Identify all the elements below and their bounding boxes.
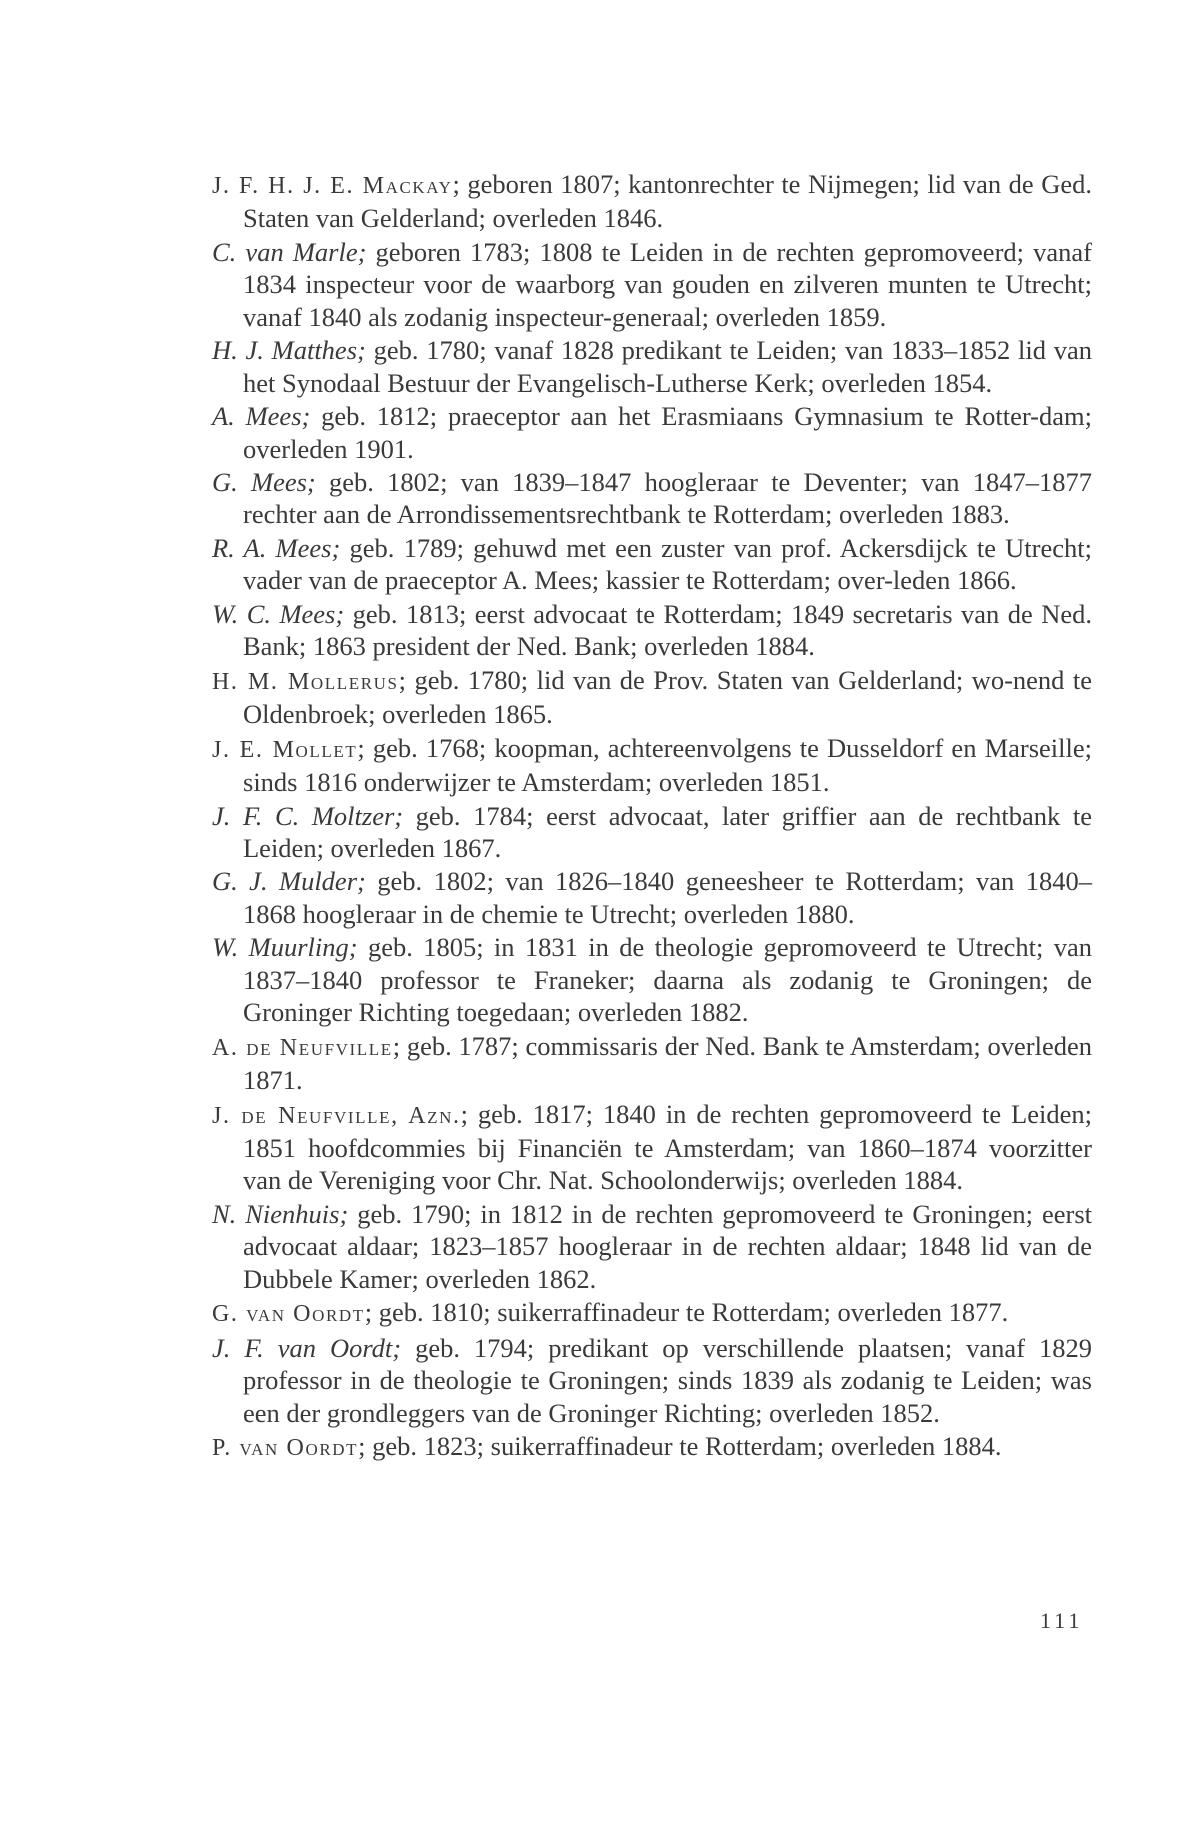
biography-entry: [212, 1198, 1092, 1295]
biography-entry: [212, 1030, 1092, 1097]
person-name: A. de Neufville: [212, 1034, 393, 1061]
page-number: 111: [1040, 1608, 1084, 1633]
person-name: G. van Oordt: [212, 1301, 365, 1328]
biography-text: ; geb. 1768; koopman, achtereenvolgens te Dusseldorf en Marseille; sinds 1816 onderwijzer te Amsterdam; overleden 1851.: [243, 732, 1093, 798]
biography-text: ; geb. 1780; lid van de Prov. Staten van Gelderland; wo-nend te Oldenbroek; overleden 1865.: [243, 664, 1093, 730]
person-name: N. Nienhuis;: [212, 1198, 349, 1229]
biography-entry: [212, 931, 1092, 1028]
biography-text: geb. 1802; van 1839–1847 hoogleraar te Deventer; van 1847–1877 rechter aan de Arrondissementsrechtbank te Rotterdam; overleden 1883.: [243, 467, 1092, 530]
biography-text: geb. 1780; vanaf 1828 predikant te Leiden; van 1833–1852 lid van het Synodaal Bestuur der Evangelisch-Lutherse Kerk; overleden 1854.: [243, 335, 1092, 398]
biography-text: ; geboren 1807; kantonrechter te Nijmegen; lid van de Ged. Staten van Gelderland; overleden 1846.: [243, 169, 1092, 234]
person-name: J. F. C. Moltzer;: [212, 800, 404, 831]
biography-entry: [212, 168, 1092, 235]
biography-entry: [212, 400, 1092, 465]
biography-text: geb. 1790; in 1812 in de rechten gepromoveerd te Groningen; eerst advocaat aldaar; 1823–1857 hoogleraar in de rechten aldaar; 1848 lid van de Dubbele Kamer; overleden 1862.: [243, 1198, 1092, 1294]
person-name: A. Mees;: [212, 401, 311, 432]
biography-text: geb. 1784; eerst advocaat, later griffier aan de rechtbank te Leiden; overleden 1867.: [243, 800, 1092, 863]
biography-entry: [212, 1296, 1092, 1330]
biography-entry: [212, 732, 1092, 799]
biography-entry: [212, 236, 1092, 333]
biography-entry: [212, 1098, 1092, 1197]
person-name: H. J. Matthes;: [212, 335, 366, 366]
person-name: G. J. Mulder;: [212, 866, 366, 897]
biography-text: geboren 1783; 1808 te Leiden in de rechten gepromoveerd; vanaf 1834 inspecteur voor de waarborg van gouden en zilveren munten te Utrecht; vanaf 1840 als zodanig inspecteur-generaal; overleden 1859.: [243, 236, 1092, 332]
person-name: P. van Oordt: [212, 1435, 359, 1462]
biography-text: ; geb. 1787; commissaris der Ned. Bank te Amsterdam; overleden 1871.: [243, 1030, 1092, 1096]
person-name: J. E. Mollet: [212, 736, 358, 763]
biography-text: geb. 1813; eerst advocaat te Rotterdam; 1849 secretaris van de Ned. Bank; 1863 president der Ned. Bank; overleden 1884.: [243, 598, 1092, 662]
biography-entry: [212, 664, 1092, 731]
biography-text: geb. 1789; gehuwd met een zuster van prof. Ackersdijck te Utrecht; vader van de praeceptor A. Mees; kassier te Rotterdam; over-leden 1866.: [243, 532, 1092, 596]
person-name: J. F. H. J. E. Mackay: [212, 173, 453, 199]
biography-entry: [212, 334, 1092, 399]
biography-entry: [212, 598, 1092, 663]
person-name: J. F. van Oordt;: [212, 1332, 402, 1363]
biography-entry: [212, 865, 1092, 930]
biography-text: ; geb. 1817; 1840 in de rechten gepromoveerd te Leiden; 1851 hoofdcommies bij Financiën te Amsterdam; van 1860–1874 voorzitter van de Vereniging voor Chr. Nat. Schoolonderwijs; overleden 1884.: [243, 1098, 1092, 1196]
biography-text: geb. 1805; in 1831 in de theologie gepromoveerd te Utrecht; van 1837–1840 professor te Franeker; daarna als zodanig te Groningen; de Groninger Richting toegedaan; overleden 1882.: [243, 932, 1092, 1028]
biography-text: geb. 1794; predikant op verschillende plaatsen; vanaf 1829 professor in de theologie te Groningen; sinds 1839 als zodanig te Leiden; was een der grondleggers van de Groninger Richting; overleden 1852.: [243, 1332, 1092, 1428]
person-name: G. Mees;: [212, 467, 316, 498]
person-name: R. A. Mees;: [212, 532, 341, 563]
person-name: W. C. Mees;: [212, 598, 345, 629]
person-name: W. Muurling;: [212, 932, 358, 963]
text-block: [212, 168, 1092, 1466]
biography-entry: [212, 466, 1092, 531]
person-name: C. van Marle;: [212, 236, 367, 267]
biography-text: geb. 1812; praeceptor aan het Erasmiaans Gymnasium te Rotter-dam; overleden 1901.: [243, 401, 1092, 464]
person-name: H. M. Mollerus: [212, 668, 399, 695]
biography-entry: [212, 1332, 1092, 1429]
biography-text: ; geb. 1823; suikerraffinadeur te Rotterdam; overleden 1884.: [358, 1431, 1002, 1462]
biography-entry: [212, 1430, 1092, 1464]
biography-entry: [212, 532, 1092, 597]
biography-text: geb. 1802; van 1826–1840 geneesheer te Rotterdam; van 1840–1868 hoogleraar in de chemie te Utrecht; overleden 1880.: [243, 866, 1092, 929]
person-name: J. de Neufville, Azn.: [212, 1102, 461, 1129]
biography-text: ; geb. 1810; suikerraffinadeur te Rotterdam; overleden 1877.: [364, 1297, 1009, 1328]
biography-entry: [212, 800, 1092, 865]
